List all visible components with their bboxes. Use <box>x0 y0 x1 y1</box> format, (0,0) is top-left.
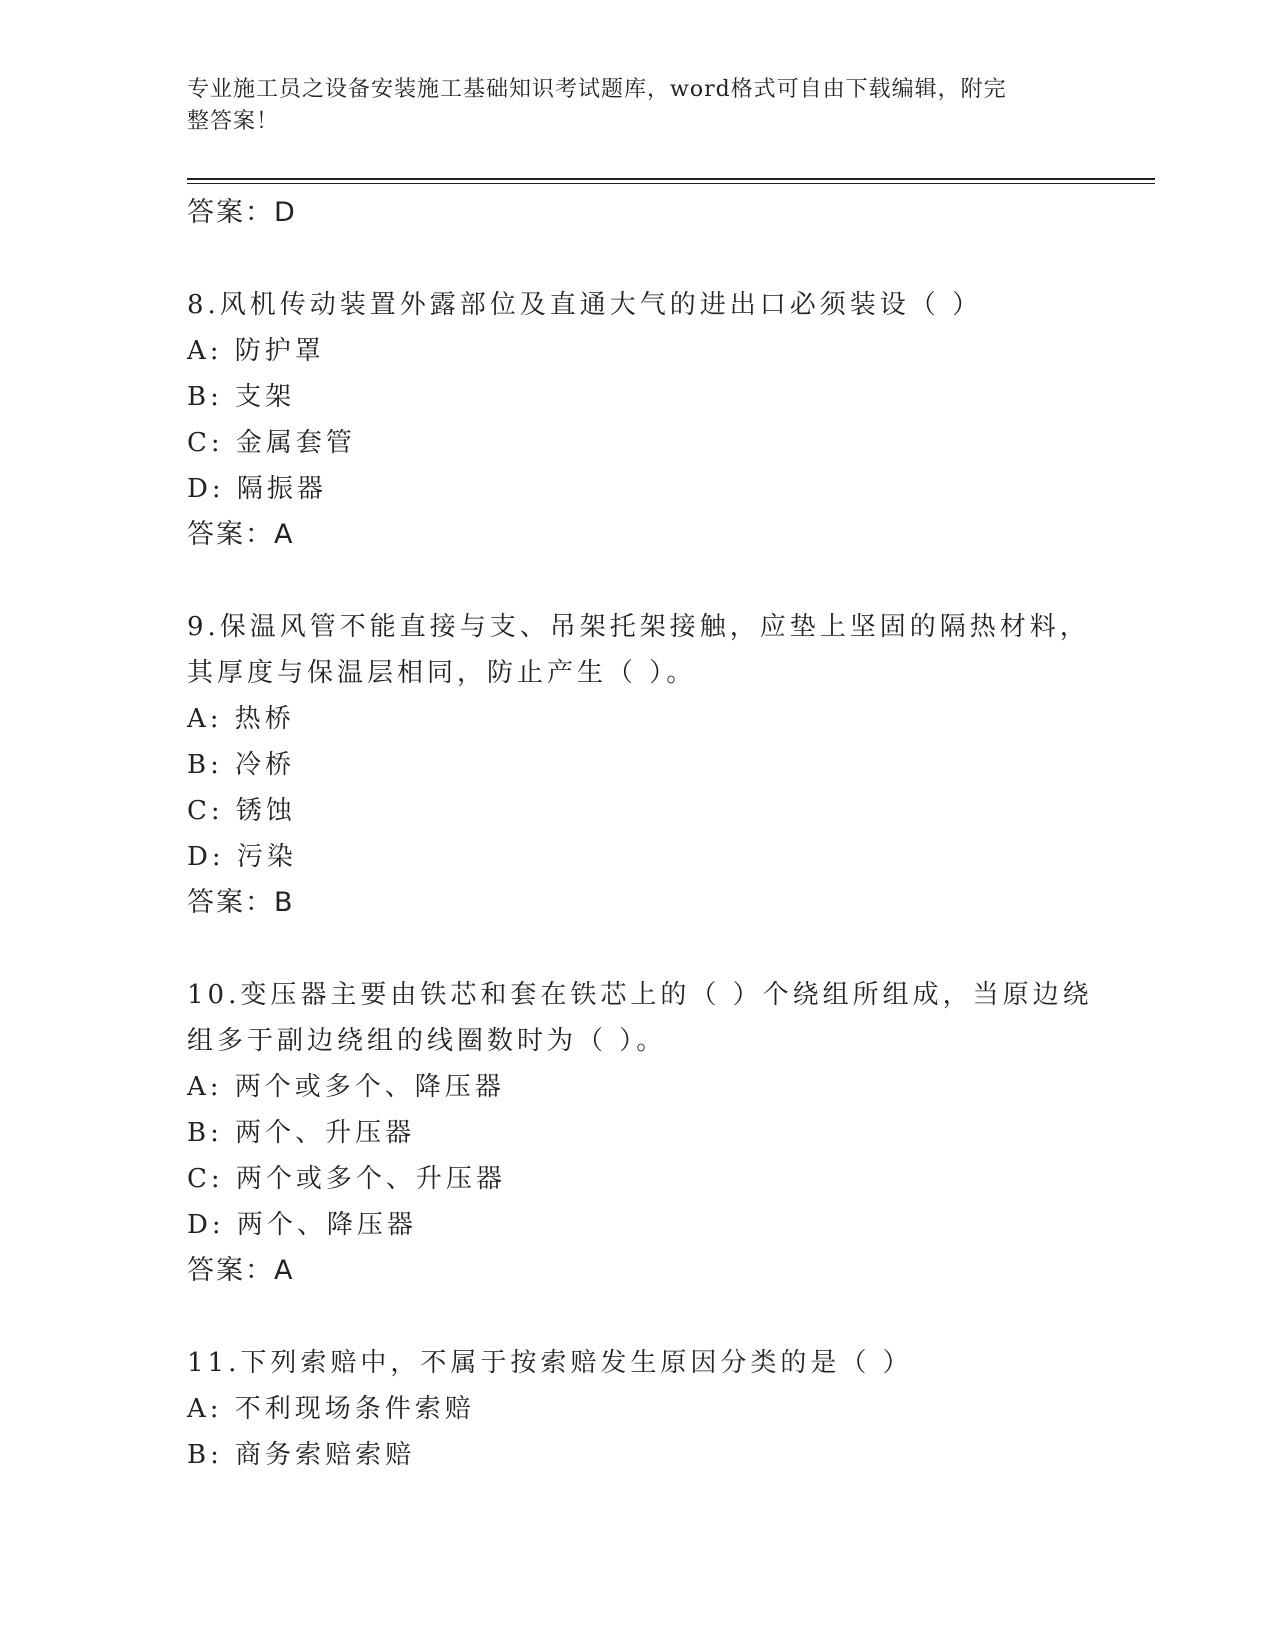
option-c: C: 金属套管 <box>187 428 356 458</box>
previous-answer: 答案：D <box>187 197 297 228</box>
header-title-line-2: 整答案！ <box>187 109 280 134</box>
option-d: D: 两个、降压器 <box>187 1210 417 1240</box>
option-a: A: 防护罩 <box>187 336 325 366</box>
answer: 答案：A <box>187 1255 295 1286</box>
answer: 答案：B <box>187 887 295 918</box>
option-c: C: 锈蚀 <box>187 796 296 826</box>
option-a: A: 不利现场条件索赔 <box>187 1394 475 1424</box>
option-d: D: 污染 <box>187 842 297 872</box>
option-b: B: 商务索赔索赔 <box>187 1440 416 1470</box>
header-title-line-1: 专业施工员之设备安装施工基础知识考试题库，word格式可自由下载编辑，附完 <box>187 77 1007 102</box>
question-10 <box>187 972 1093 1294</box>
header-divider <box>187 178 1155 180</box>
question-text-line-2: 其厚度与保温层相同，防止产生（ ）。 <box>187 658 697 688</box>
spacer <box>187 1294 1087 1340</box>
header-divider-thin <box>187 183 1155 184</box>
spacer <box>187 236 1087 282</box>
question-text-line-1: 10.变压器主要由铁芯和套在铁芯上的（ ）个绕组所组成，当原边绕 <box>187 980 1093 1010</box>
option-a: A: 两个或多个、降压器 <box>187 1072 505 1102</box>
question-text-line-2: 组多于副边绕组的线圈数时为（ ）。 <box>187 1026 667 1056</box>
question-text-line-1: 9.保温风管不能直接与支、吊架托架接触，应垫上坚固的隔热材料， <box>187 612 1090 642</box>
question-9 <box>187 604 1090 926</box>
option-c: C: 两个或多个、升压器 <box>187 1164 506 1194</box>
page-header <box>187 74 1087 138</box>
spacer <box>187 558 1087 604</box>
question-text: 8.风机传动装置外露部位及直通大气的进出口必须装设（ ） <box>187 290 983 320</box>
option-d: D: 隔振器 <box>187 474 327 504</box>
option-a: A: 热桥 <box>187 704 295 734</box>
question-text: 11.下列索赔中，不属于按索赔发生原因分类的是（ ） <box>187 1348 913 1378</box>
question-8 <box>187 282 1087 558</box>
option-b: B: 冷桥 <box>187 750 296 780</box>
option-b: B: 两个、升压器 <box>187 1118 416 1148</box>
question-list <box>187 190 1093 1478</box>
spacer <box>187 926 1087 972</box>
answer: 答案：A <box>187 519 295 550</box>
question-11 <box>187 1340 1087 1478</box>
option-b: B: 支架 <box>187 382 296 412</box>
